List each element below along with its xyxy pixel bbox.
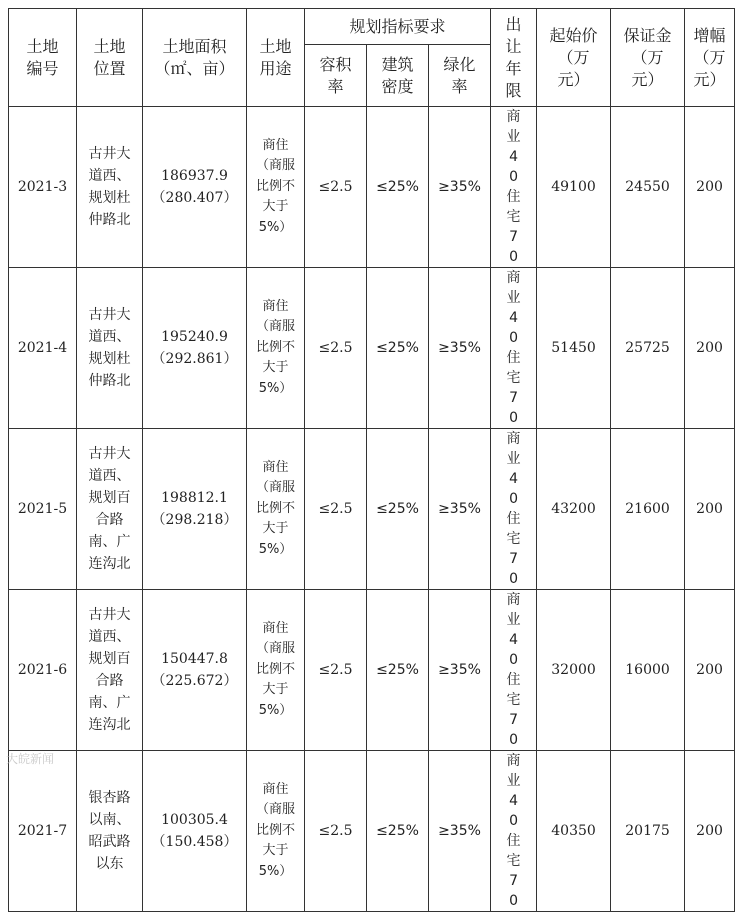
- cell-start-price: 43200: [537, 429, 611, 590]
- header-area: 土地面积（㎡、亩）: [143, 9, 247, 107]
- cell-deposit: 21600: [611, 429, 685, 590]
- header-planning: 规划指标要求: [305, 9, 491, 45]
- cell-green: ≥35%: [429, 107, 491, 268]
- cell-location: 银杏路以南、昭武路以东: [77, 751, 143, 912]
- header-increment: 增幅（万元）: [685, 9, 735, 107]
- table-row: [9, 268, 735, 429]
- header-location: 土地位置: [77, 9, 143, 107]
- cell-area: 100305.4 （150.458）: [143, 751, 247, 912]
- cell-term: 商业40住宅70: [491, 268, 537, 429]
- cell-use: 商住（商服比例不大于5%）: [247, 751, 305, 912]
- cell-far: ≤2.5: [305, 590, 367, 751]
- cell-use: 商住（商服比例不大于5%）: [247, 590, 305, 751]
- cell-far: ≤2.5: [305, 107, 367, 268]
- cell-location: 古井大道西、规划杜仲路北: [77, 107, 143, 268]
- header-use: 土地用途: [247, 9, 305, 107]
- cell-start-price: 32000: [537, 590, 611, 751]
- cell-term: 商业40住宅70: [491, 107, 537, 268]
- cell-land-no: 2021-3: [9, 107, 77, 268]
- cell-increment: 200: [685, 268, 735, 429]
- cell-use: 商住（商服比例不大于5%）: [247, 107, 305, 268]
- watermark-logo: 大皖新闻: [6, 752, 55, 766]
- cell-start-price: 40350: [537, 751, 611, 912]
- cell-start-price: 49100: [537, 107, 611, 268]
- cell-area: 195240.9 （292.861）: [143, 268, 247, 429]
- cell-density: ≤25%: [367, 268, 429, 429]
- cell-area: 150447.8 （225.672）: [143, 590, 247, 751]
- cell-increment: 200: [685, 590, 735, 751]
- header-land-no: 土地编号: [9, 9, 77, 107]
- header-deposit: 保证金（万元）: [611, 9, 685, 107]
- cell-start-price: 51450: [537, 268, 611, 429]
- cell-deposit: 25725: [611, 268, 685, 429]
- header-far: 容积率: [305, 45, 367, 107]
- cell-term: 商业40住宅70: [491, 429, 537, 590]
- cell-density: ≤25%: [367, 429, 429, 590]
- cell-use: 商住（商服比例不大于5%）: [247, 429, 305, 590]
- table-row: [9, 429, 735, 590]
- cell-use: 商住（商服比例不大于5%）: [247, 268, 305, 429]
- header-term: 出让年限: [491, 9, 537, 107]
- cell-green: ≥35%: [429, 751, 491, 912]
- cell-land-no: 2021-4: [9, 268, 77, 429]
- cell-deposit: 24550: [611, 107, 685, 268]
- cell-area: 198812.1 （298.218）: [143, 429, 247, 590]
- header-density: 建筑密度: [367, 45, 429, 107]
- cell-green: ≥35%: [429, 429, 491, 590]
- cell-density: ≤25%: [367, 107, 429, 268]
- cell-location: 古井大道西、规划杜仲路北: [77, 268, 143, 429]
- cell-land-no: 2021-7: [9, 751, 77, 912]
- cell-location: 古井大道西、规划百合路南、广连沟北: [77, 590, 143, 751]
- cell-green: ≥35%: [429, 268, 491, 429]
- cell-area: 186937.9 （280.407）: [143, 107, 247, 268]
- cell-increment: 200: [685, 429, 735, 590]
- table-row: [9, 107, 735, 268]
- cell-increment: 200: [685, 107, 735, 268]
- cell-density: ≤25%: [367, 751, 429, 912]
- cell-deposit: 16000: [611, 590, 685, 751]
- cell-far: ≤2.5: [305, 268, 367, 429]
- cell-deposit: 20175: [611, 751, 685, 912]
- land-auction-table: [8, 8, 735, 912]
- cell-density: ≤25%: [367, 590, 429, 751]
- cell-far: ≤2.5: [305, 751, 367, 912]
- cell-term: 商业40住宅70: [491, 590, 537, 751]
- table-row: [9, 590, 735, 751]
- cell-term: 商业40住宅70: [491, 751, 537, 912]
- cell-green: ≥35%: [429, 590, 491, 751]
- cell-location: 古井大道西、规划百合路南、广连沟北: [77, 429, 143, 590]
- table-row: [9, 751, 735, 912]
- cell-land-no: 2021-6: [9, 590, 77, 751]
- cell-increment: 200: [685, 751, 735, 912]
- header-green: 绿化率: [429, 45, 491, 107]
- cell-land-no: 2021-5: [9, 429, 77, 590]
- header-start-price: 起始价（万元）: [537, 9, 611, 107]
- cell-far: ≤2.5: [305, 429, 367, 590]
